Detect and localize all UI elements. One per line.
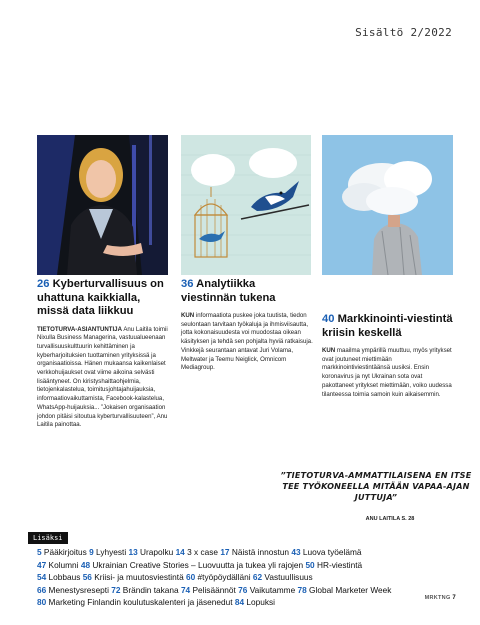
toc-page-number: 50 bbox=[305, 559, 315, 570]
toc-page-number: 48 bbox=[80, 559, 91, 570]
toc-entry[interactable] bbox=[220, 547, 291, 557]
toc-title: Näistä innostun bbox=[229, 547, 292, 557]
body-text: maailma ympärillä muuttuu, myös yritykset ovat joutuneet miettimään markkinointiviestintäänsä uusiksi. Ensin koronavirus ja nyt Ukrainan sota ovat pakottaneet yritykset miettimään, voiko uudessa tilanteessa toimia samoin kuin aikaisemmin. bbox=[322, 347, 452, 398]
toc-title: Lyhyesti bbox=[93, 547, 129, 557]
toc-title: Brändin takana bbox=[120, 584, 181, 595]
toc-page-number: 13 bbox=[128, 547, 138, 557]
toc-title: Lobbaus bbox=[46, 572, 83, 582]
toc-line bbox=[37, 546, 457, 559]
toc-line bbox=[37, 571, 457, 584]
toc-title: #työpöydälläni bbox=[195, 572, 253, 582]
toc-page-number: 56 bbox=[82, 572, 92, 582]
toc-page-number: 78 bbox=[297, 584, 307, 595]
extras-label: Lisäksi bbox=[28, 532, 68, 544]
article-body bbox=[322, 347, 454, 399]
headline-text: Markkinointi-viestintä kriisin keskellä bbox=[322, 313, 453, 339]
toc-entry[interactable] bbox=[129, 547, 176, 557]
toc-entry[interactable] bbox=[181, 585, 238, 595]
article-headline[interactable] bbox=[37, 278, 169, 319]
toc-entry[interactable] bbox=[235, 597, 275, 607]
toc-entry[interactable] bbox=[238, 585, 297, 595]
toc-title: Pelisäännöt bbox=[190, 584, 239, 595]
page-number: 26 bbox=[37, 278, 50, 290]
toc-title: Pääkirjoitus bbox=[41, 547, 90, 557]
toc-title: Marketing Finlandin koulutuskalenteri ja jäsenedut bbox=[46, 597, 235, 607]
toc-page-number: 5 bbox=[37, 547, 42, 557]
toc-entry[interactable] bbox=[89, 547, 128, 557]
lead-word: TIETOTURVA-ASIANTUNTIJA bbox=[37, 325, 122, 333]
article-headline[interactable] bbox=[181, 278, 313, 305]
article-analytics bbox=[181, 278, 313, 373]
extras-list bbox=[37, 546, 457, 609]
toc-entry[interactable] bbox=[176, 547, 221, 557]
cloud-head-photo bbox=[322, 135, 453, 275]
toc-entry[interactable] bbox=[291, 547, 361, 557]
issue-header: Sisältö 2/2022 bbox=[355, 26, 452, 39]
toc-page-number: 17 bbox=[220, 547, 230, 557]
toc-page-number: 14 bbox=[175, 547, 185, 557]
lead-word: KUN bbox=[322, 347, 336, 354]
page-number: 36 bbox=[181, 278, 194, 290]
toc-line bbox=[37, 596, 457, 609]
toc-title: Vastuullisuus bbox=[262, 572, 313, 582]
toc-title: Urapolku bbox=[137, 547, 176, 557]
toc-entry[interactable] bbox=[37, 547, 89, 557]
toc-page-number: 43 bbox=[291, 547, 301, 557]
page-footer bbox=[425, 595, 456, 601]
article-cyber bbox=[37, 278, 169, 430]
article-headline[interactable] bbox=[322, 313, 454, 340]
toc-entry[interactable] bbox=[37, 597, 235, 607]
toc-page-number: 60 bbox=[185, 572, 196, 582]
toc-entry[interactable] bbox=[305, 560, 362, 570]
quote-author: ANU LAITILA S. 28 bbox=[365, 516, 415, 522]
body-text: informaatiota puskee joka tuutista, tiedon seulontaan tarvitaan työkaluja ja ihmisviisautta, jotta kokonaisuudesta voi muodostaa oikean käsityksen ja tehdä sen pohjalta hyviä ratkaisuja. Vinkkejä seurantaan antavat Juri Volama, Meltwater ja Teemu Neiglick, Omnicom Mediagroup. bbox=[181, 312, 313, 372]
toc-entry[interactable] bbox=[37, 585, 111, 595]
toc-title: Ukrainian Creative Stories – Luovuutta ja tukea yli rajojen bbox=[90, 559, 306, 570]
lead-word: KUN bbox=[181, 312, 195, 319]
toc-title: Menestysresepti bbox=[46, 584, 112, 595]
toc-line bbox=[37, 584, 457, 597]
toc-entry[interactable] bbox=[186, 572, 253, 582]
toc-title: Kolumni bbox=[46, 559, 81, 570]
page-number: 40 bbox=[322, 313, 335, 325]
toc-page-number: 74 bbox=[180, 584, 191, 595]
toc-title: HR-viestintä bbox=[314, 559, 363, 570]
toc-page-number: 66 bbox=[37, 584, 47, 595]
article-body bbox=[181, 312, 313, 373]
headline-text: Kyberturvallisuus on uhattuna kaikkialla, missä data liikkuu bbox=[37, 278, 164, 317]
toc-page-number: 54 bbox=[37, 572, 47, 582]
toc-title: Luova työelämä bbox=[300, 547, 362, 557]
toc-title: 3 x case bbox=[184, 547, 221, 557]
toc-page-number: 47 bbox=[37, 559, 47, 570]
toc-entry[interactable] bbox=[253, 572, 313, 582]
toc-entry[interactable] bbox=[111, 585, 181, 595]
headline-text: Analytiikka viestinnän tukena bbox=[181, 278, 276, 304]
body-text: Anu Laitila toimii Nixulla Business Managerina, vastuualueenaan turvallisuuskulttuurin kehittäminen ja kyberharjoituksien tuottaminen yrityksissä ja organisaatioissa. Hänen mukaansa kaikenlaiset verkkohuijaukset ovat viime aikoina selvästi lisääntyneet. On kiristyshaittaohjelmia, tietojenkalastelua, toimitusjohtajahuijauksia, informaatiovaikuttamista, Facebook-kalastelua, WhatsApp-huijauksia... ”Jokaisen organisaation johdon pitäisi sitoutua kyberturvallisuuteen”, Anu Laitila painottaa. bbox=[37, 325, 168, 429]
magazine-name: MRKTNG bbox=[424, 595, 451, 601]
toc-page-number: 62 bbox=[252, 572, 263, 582]
portrait-photo bbox=[37, 135, 168, 275]
toc-page-number: 80 bbox=[37, 597, 47, 607]
folio: 7 bbox=[452, 595, 456, 601]
toc-entry[interactable] bbox=[298, 585, 392, 595]
toc-entry[interactable] bbox=[81, 560, 306, 570]
toc-entry[interactable] bbox=[83, 572, 186, 582]
birds-illustration bbox=[181, 135, 311, 275]
article-crisis bbox=[322, 313, 454, 399]
toc-page-number: 76 bbox=[238, 584, 248, 595]
toc-page-number: 72 bbox=[111, 584, 121, 595]
article-body bbox=[37, 326, 169, 430]
toc-title: Vaikutamme bbox=[247, 584, 298, 595]
toc-line bbox=[37, 559, 457, 572]
toc-title: Global Marketer Week bbox=[306, 584, 392, 595]
toc-page-number: 9 bbox=[89, 547, 94, 557]
pull-quote: ”TIETOTURVA-AMMATTILAISENA EN ITSE TEE TYÖKONEELLA MITÄÄN VAPAA-AJAN JUTTUJA” bbox=[280, 470, 472, 502]
toc-title: Lopuksi bbox=[244, 597, 276, 607]
toc-title: Kriisi- ja muutosviestintä bbox=[91, 572, 186, 582]
toc-entry[interactable] bbox=[37, 560, 81, 570]
toc-page-number: 84 bbox=[234, 597, 245, 607]
toc-entry[interactable] bbox=[37, 572, 83, 582]
